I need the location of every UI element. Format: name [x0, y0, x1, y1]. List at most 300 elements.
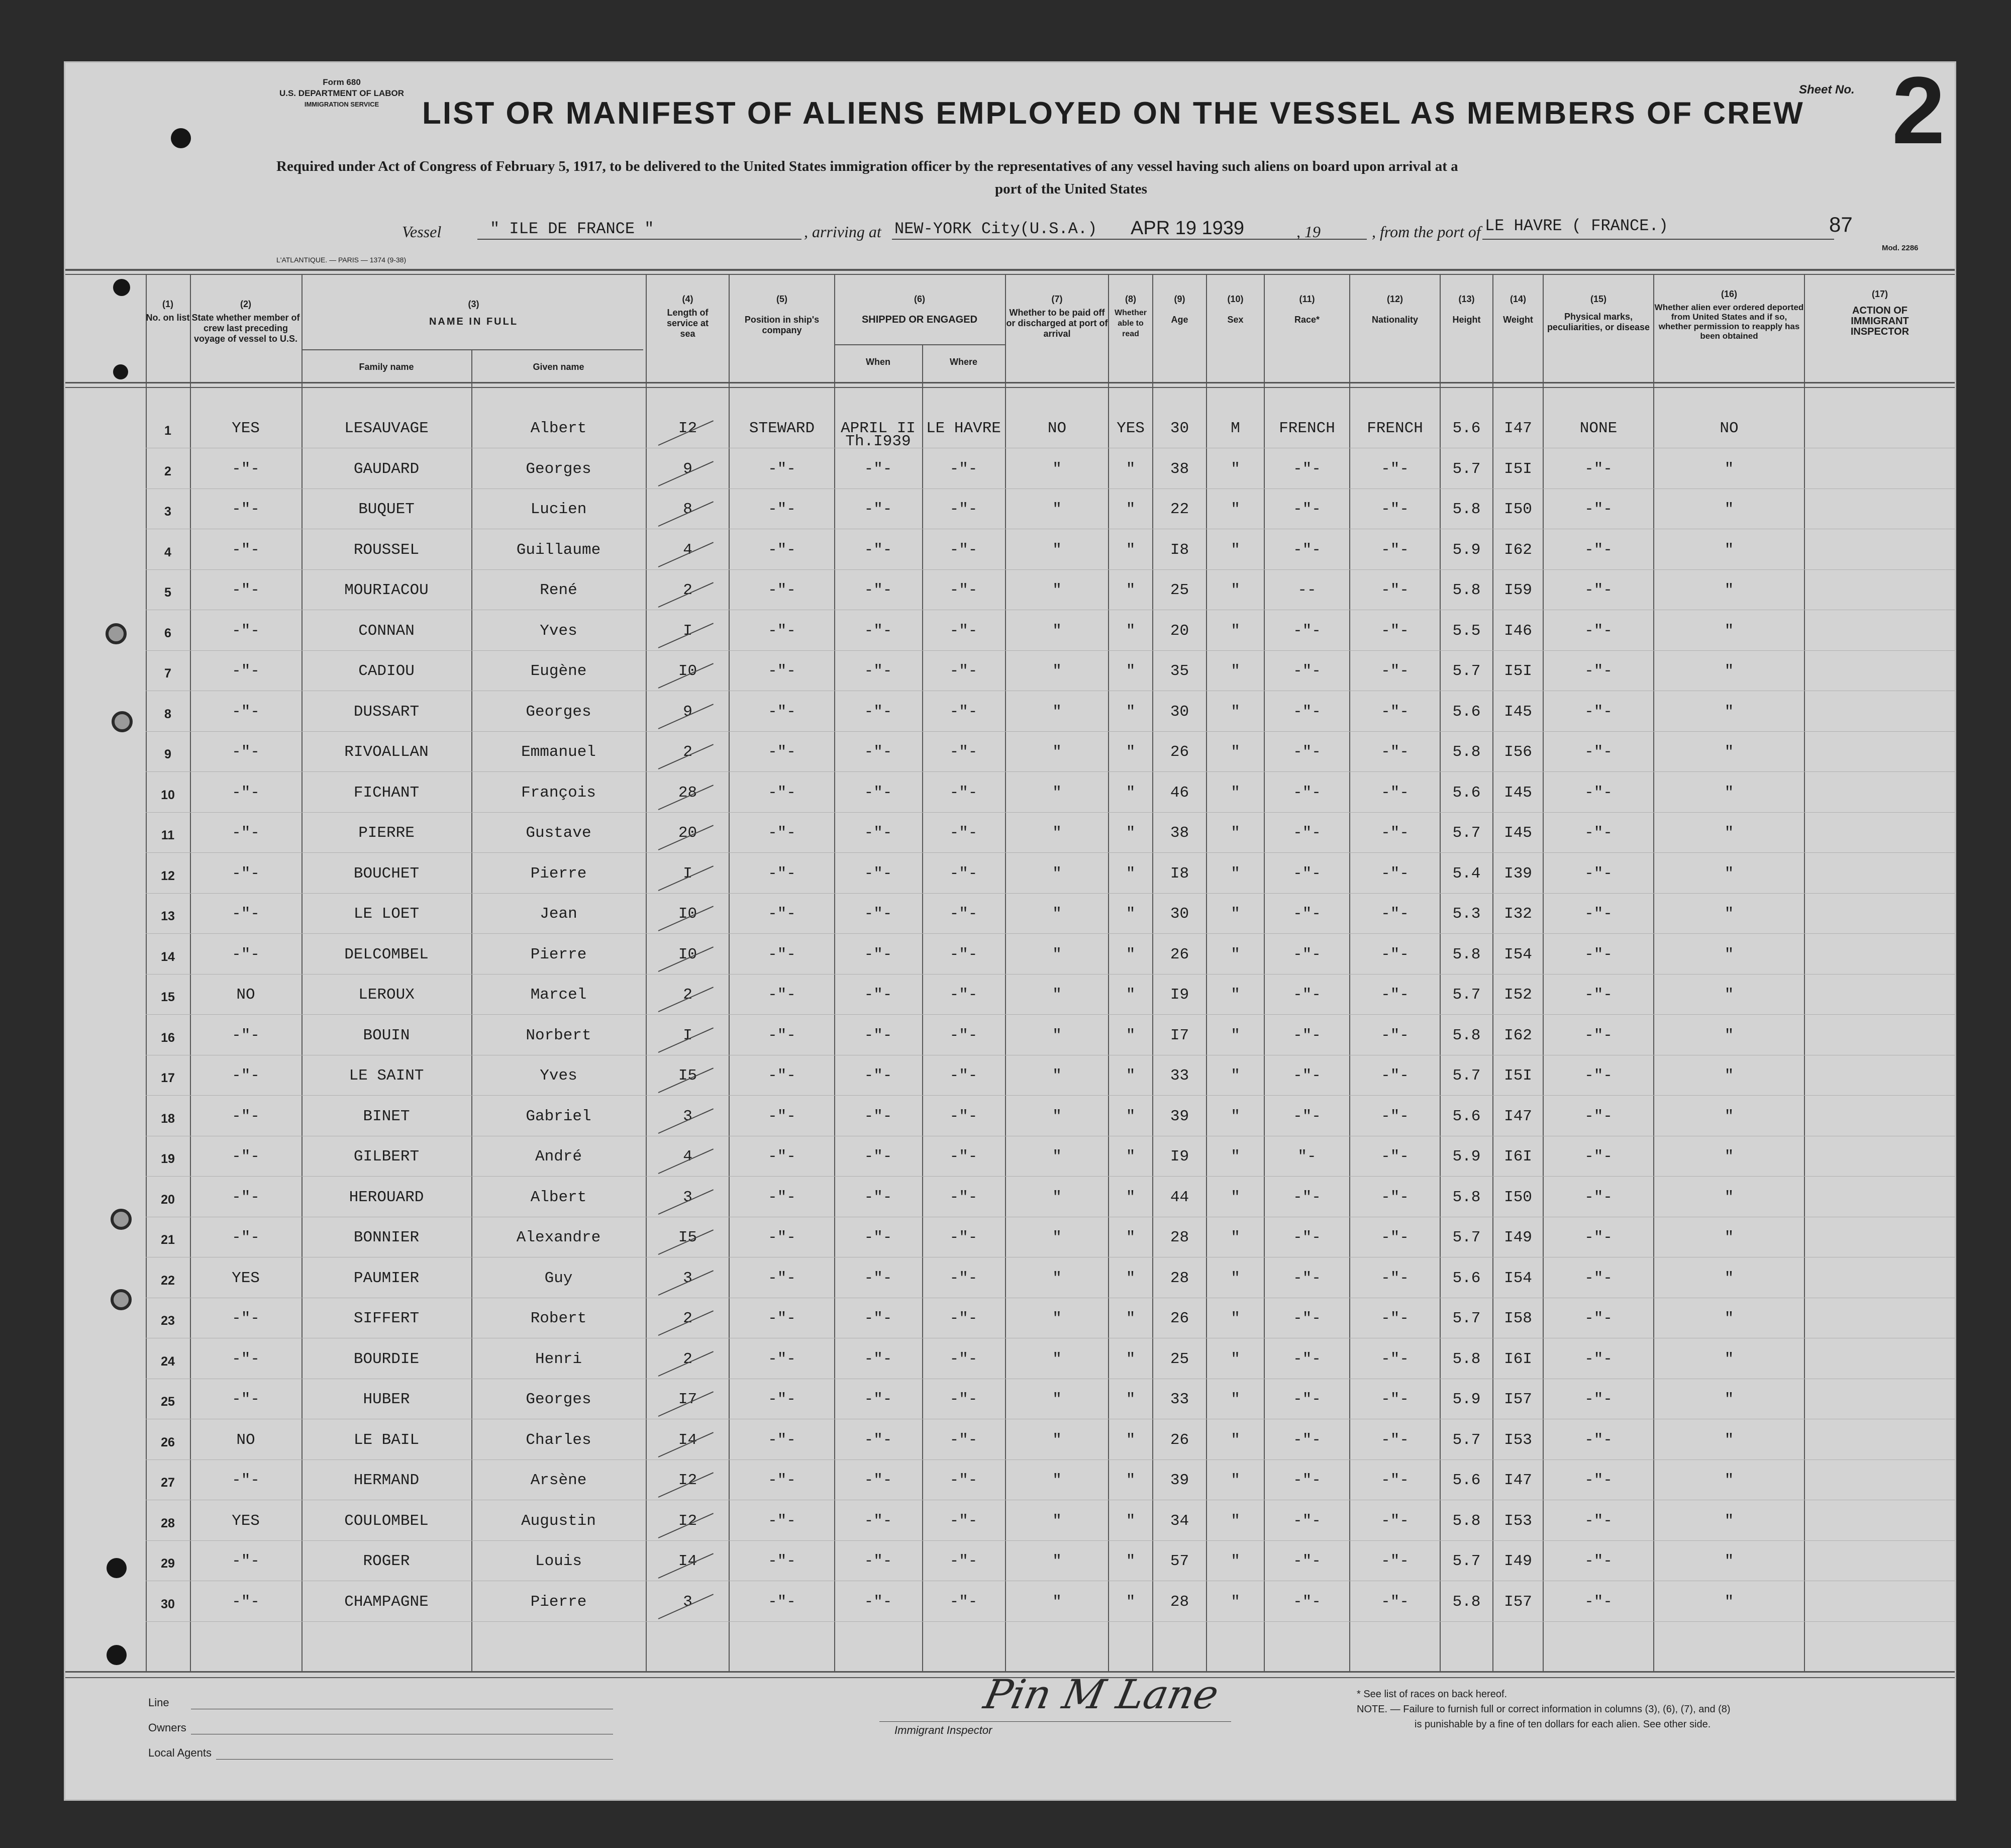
- position-cell: STEWARD: [749, 420, 815, 437]
- nationality-cell: -"-: [1381, 824, 1409, 842]
- given-name-cell: Lucien: [530, 501, 587, 518]
- row-number: 19: [161, 1152, 175, 1166]
- given-name-cell: Pierre: [530, 864, 587, 883]
- nationality-cell: -"-: [1381, 541, 1409, 559]
- form-identifier: [271, 77, 412, 110]
- sex-cell: ": [1231, 1026, 1240, 1044]
- deported-cell: ": [1724, 1552, 1734, 1570]
- age-cell: 35: [1170, 662, 1189, 680]
- shipped-when-cell: -"-: [864, 1310, 892, 1327]
- row-number: 13: [161, 909, 175, 923]
- physical-marks-cell: -"-: [1584, 541, 1613, 559]
- family-name-cell: DUSSART: [353, 703, 420, 721]
- age-cell: 30: [1170, 420, 1189, 437]
- age-cell: 33: [1170, 1391, 1189, 1408]
- paid-off-cell: ": [1052, 501, 1062, 518]
- family-name-cell: SIFFERT: [353, 1310, 420, 1327]
- shipped-when-cell: -"-: [864, 945, 892, 963]
- physical-marks-cell: -"-: [1584, 1431, 1613, 1449]
- crew-status-cell: -"-: [232, 1067, 260, 1085]
- shipped-where-cell: -"-: [949, 1593, 978, 1611]
- weight-cell: I56: [1504, 743, 1532, 761]
- family-name-cell: LESAUVAGE: [344, 420, 429, 437]
- service-length-cell: 2: [683, 1350, 692, 1368]
- nationality-cell: -"-: [1381, 460, 1409, 478]
- col-header-age: (9) Age: [1171, 294, 1188, 325]
- row-rule: [146, 1621, 1955, 1622]
- nationality-cell: -"-: [1381, 1067, 1409, 1085]
- weight-cell: I50: [1504, 501, 1532, 518]
- crew-status-cell: -"-: [232, 945, 260, 963]
- age-cell: 26: [1170, 743, 1189, 761]
- deported-cell: ": [1724, 581, 1734, 599]
- age-cell: 33: [1170, 1067, 1189, 1085]
- printer-line: L'ATLANTIQUE. — PARIS — 1374 (9-38): [276, 256, 407, 264]
- owners-label: Owners: [148, 1721, 186, 1734]
- deported-cell: ": [1724, 1593, 1734, 1611]
- paid-off-cell: ": [1052, 1431, 1062, 1449]
- deported-cell: ": [1724, 1188, 1734, 1206]
- race-cell: -"-: [1293, 986, 1321, 1004]
- service-length-cell: I2: [678, 1472, 697, 1489]
- position-cell: -"-: [768, 1269, 796, 1287]
- paid-off-cell: ": [1052, 743, 1062, 761]
- given-name-cell: Norbert: [526, 1026, 591, 1044]
- physical-marks-cell: -"-: [1584, 501, 1613, 518]
- row-number: 17: [161, 1071, 175, 1085]
- service-length-cell: I2: [678, 420, 697, 437]
- race-cell: -"-: [1293, 743, 1321, 761]
- weight-cell: I47: [1504, 420, 1532, 437]
- height-cell: 5.6: [1452, 1269, 1481, 1287]
- paid-off-cell: ": [1052, 1512, 1062, 1530]
- shipped-when-cell: -"-: [864, 864, 892, 883]
- punch-hole: [111, 1209, 132, 1230]
- col-header-given-name: Given name: [533, 362, 584, 372]
- deported-cell: ": [1724, 743, 1734, 761]
- row-rule: [146, 812, 1955, 813]
- weight-cell: I62: [1504, 541, 1532, 559]
- age-cell: 28: [1170, 1269, 1189, 1287]
- crew-status-cell: YES: [232, 420, 260, 437]
- column-rule: [190, 274, 191, 1671]
- paid-off-cell: ": [1052, 824, 1062, 842]
- physical-marks-cell: -"-: [1584, 945, 1613, 963]
- age-cell: 25: [1170, 1350, 1189, 1368]
- punch-hole: [111, 1289, 132, 1310]
- crew-status-cell: YES: [232, 1512, 260, 1530]
- arriving-underline: [892, 239, 1143, 240]
- agents-underline: [216, 1759, 613, 1760]
- shipped-where-cell: -"-: [949, 743, 978, 761]
- nationality-cell: -"-: [1381, 986, 1409, 1004]
- position-cell: -"-: [768, 1148, 796, 1165]
- sex-cell: ": [1231, 1391, 1240, 1408]
- service-length-cell: 3: [683, 1188, 692, 1206]
- subtitle-line2: port of the United States: [995, 181, 1147, 197]
- nationality-cell: -"-: [1381, 1269, 1409, 1287]
- service-length-cell: I: [683, 1026, 692, 1044]
- nationality-cell: -"-: [1381, 1107, 1409, 1125]
- given-name-cell: Eugène: [530, 662, 587, 680]
- able-to-read-cell: ": [1126, 1148, 1136, 1165]
- given-name-cell: François: [521, 784, 596, 802]
- paid-off-cell: ": [1052, 1188, 1062, 1206]
- sex-cell: ": [1231, 622, 1240, 640]
- line-label: Line: [148, 1696, 169, 1709]
- weight-cell: I59: [1504, 581, 1532, 599]
- service-length-cell: I4: [678, 1552, 697, 1570]
- race-cell: -"-: [1293, 1552, 1321, 1570]
- crew-status-cell: -"-: [232, 1026, 260, 1044]
- shipped-where-cell: -"-: [949, 1229, 978, 1246]
- physical-marks-cell: NONE: [1579, 420, 1618, 437]
- paid-off-cell: NO: [1047, 420, 1067, 437]
- deported-cell: ": [1724, 1026, 1734, 1044]
- row-number: 22: [161, 1273, 175, 1288]
- family-name-cell: LE LOET: [353, 905, 420, 923]
- crew-status-cell: NO: [236, 986, 255, 1004]
- name-subheader-rule: [301, 349, 643, 350]
- paid-off-cell: ": [1052, 662, 1062, 680]
- col-header-shipped: (6) SHIPPED OR ENGAGED: [861, 294, 978, 325]
- family-name-cell: BINET: [363, 1107, 410, 1125]
- physical-marks-cell: -"-: [1584, 1472, 1613, 1489]
- given-name-cell: Guillaume: [516, 541, 601, 559]
- height-cell: 5.8: [1452, 945, 1481, 963]
- crew-status-cell: -"-: [232, 501, 260, 518]
- given-name-cell: Henri: [535, 1350, 582, 1368]
- column-rule: [1492, 274, 1493, 1671]
- service-length-cell: 3: [683, 1593, 692, 1611]
- service-length-cell: I: [683, 864, 692, 883]
- given-name-cell: Louis: [535, 1552, 582, 1570]
- col-header-marks: (15) Physical marks, peculiarities, or disease: [1547, 294, 1650, 332]
- sex-cell: ": [1231, 986, 1240, 1004]
- sex-cell: ": [1231, 1269, 1240, 1287]
- inspector-underline: [879, 1721, 1231, 1722]
- row-number: 16: [161, 1030, 175, 1045]
- sex-cell: ": [1231, 1310, 1240, 1327]
- given-name-cell: René: [540, 581, 577, 599]
- given-name-cell: Augustin: [521, 1512, 596, 1530]
- physical-marks-cell: -"-: [1584, 986, 1613, 1004]
- deported-cell: ": [1724, 905, 1734, 923]
- row-rule: [146, 569, 1955, 570]
- race-cell: -"-: [1293, 1229, 1321, 1246]
- age-cell: 30: [1170, 703, 1189, 721]
- family-name-cell: FICHANT: [353, 784, 420, 802]
- position-cell: -"-: [768, 622, 796, 640]
- physical-marks-cell: -"-: [1584, 622, 1613, 640]
- position-cell: -"-: [768, 460, 796, 478]
- paid-off-cell: ": [1052, 1552, 1062, 1570]
- age-cell: 34: [1170, 1512, 1189, 1530]
- able-to-read-cell: ": [1126, 1391, 1136, 1408]
- race-cell: -"-: [1293, 1593, 1321, 1611]
- sex-cell: ": [1231, 945, 1240, 963]
- nationality-cell: -"-: [1381, 1148, 1409, 1165]
- weight-cell: I53: [1504, 1431, 1532, 1449]
- deported-cell: ": [1724, 1472, 1734, 1489]
- col-header-crew: (2) State whether member of crew last preceding voyage of vessel to U.S.: [191, 299, 300, 344]
- service-length-cell: I0: [678, 905, 697, 923]
- height-cell: 5.3: [1452, 905, 1481, 923]
- sex-cell: M: [1231, 420, 1240, 437]
- shipped-when-cell: -"-: [864, 1229, 892, 1246]
- race-cell: -"-: [1293, 824, 1321, 842]
- service-length-cell: 2: [683, 581, 692, 599]
- service-length-cell: 28: [678, 784, 697, 802]
- physical-marks-cell: -"-: [1584, 743, 1613, 761]
- row-number: 4: [164, 545, 171, 559]
- paid-off-cell: ": [1052, 1310, 1062, 1327]
- nationality-cell: -"-: [1381, 1229, 1409, 1246]
- age-cell: 38: [1170, 460, 1189, 478]
- row-number: 26: [161, 1435, 175, 1449]
- sex-cell: ": [1231, 1552, 1240, 1570]
- family-name-cell: LE BAIL: [353, 1431, 420, 1449]
- row-number: 10: [161, 788, 175, 802]
- sex-cell: ": [1231, 1229, 1240, 1246]
- able-to-read-cell: ": [1126, 541, 1136, 559]
- crew-status-cell: -"-: [232, 460, 260, 478]
- sex-cell: ": [1231, 1431, 1240, 1449]
- crew-status-cell: -"-: [232, 1350, 260, 1368]
- given-name-cell: Arsène: [530, 1472, 587, 1489]
- height-cell: 5.8: [1452, 1512, 1481, 1530]
- weight-cell: I47: [1504, 1107, 1532, 1125]
- race-cell: -"-: [1293, 1188, 1321, 1206]
- col-header-no: (1) No. on list: [146, 299, 190, 323]
- height-cell: 5.8: [1452, 743, 1481, 761]
- paid-off-cell: ": [1052, 1350, 1062, 1368]
- punch-hole: [106, 623, 127, 644]
- given-name-cell: Emmanuel: [521, 743, 596, 761]
- nationality-cell: -"-: [1381, 743, 1409, 761]
- col-header-position: (5) Position in ship's company: [744, 294, 820, 335]
- family-name-cell: LEROUX: [358, 986, 415, 1004]
- race-cell: -"-: [1293, 1472, 1321, 1489]
- weight-cell: I45: [1504, 784, 1532, 802]
- race-cell: -"-: [1293, 784, 1321, 802]
- row-rule: [146, 1176, 1955, 1177]
- able-to-read-cell: ": [1126, 1269, 1136, 1287]
- deported-cell: ": [1724, 1148, 1734, 1165]
- crew-status-cell: -"-: [232, 1472, 260, 1489]
- weight-cell: I32: [1504, 905, 1532, 923]
- race-cell: -"-: [1293, 905, 1321, 923]
- given-name-cell: Alexandre: [516, 1229, 601, 1246]
- age-cell: 26: [1170, 1310, 1189, 1327]
- header-bottom-border-2: [65, 387, 1955, 388]
- race-note: * See list of races on back hereof.: [1357, 1689, 1507, 1700]
- position-cell: -"-: [768, 743, 796, 761]
- shipped-when-cell: -"-: [864, 1148, 892, 1165]
- sheet-number: 2: [1892, 57, 1945, 164]
- deported-cell: ": [1724, 460, 1734, 478]
- height-cell: 5.5: [1452, 622, 1481, 640]
- weight-cell: I49: [1504, 1229, 1532, 1246]
- shipped-when-cell: -"-: [864, 986, 892, 1004]
- shipped-where-cell: -"-: [949, 622, 978, 640]
- shipped-when-cell: -"-: [864, 541, 892, 559]
- weight-cell: I45: [1504, 703, 1532, 721]
- race-cell: -"-: [1293, 541, 1321, 559]
- given-name-cell: Yves: [540, 622, 577, 640]
- row-number: 21: [161, 1233, 175, 1247]
- race-cell: -"-: [1293, 1350, 1321, 1368]
- col-header-family-name: Family name: [359, 362, 414, 372]
- deported-cell: ": [1724, 1431, 1734, 1449]
- shipped-when-cell: -"-: [864, 501, 892, 518]
- weight-cell: I49: [1504, 1552, 1532, 1570]
- service-length-cell: 4: [683, 541, 692, 559]
- crew-status-cell: -"-: [232, 1148, 260, 1165]
- punch-hole: [107, 1645, 127, 1665]
- deported-cell: ": [1724, 1229, 1734, 1246]
- row-number: 5: [164, 586, 171, 600]
- manifest-sheet: [65, 57, 1955, 1799]
- given-name-cell: Pierre: [530, 945, 587, 963]
- able-to-read-cell: ": [1126, 986, 1136, 1004]
- crew-status-cell: -"-: [232, 1391, 260, 1408]
- position-cell: -"-: [768, 945, 796, 963]
- nationality-cell: FRENCH: [1367, 420, 1423, 437]
- shipped-where-cell: -"-: [949, 1310, 978, 1327]
- height-cell: 5.7: [1452, 1431, 1481, 1449]
- shipped-when-cell: -"-: [864, 1269, 892, 1287]
- shipped-when-cell: -"-: [864, 905, 892, 923]
- row-number: 24: [161, 1354, 175, 1369]
- sex-cell: ": [1231, 743, 1240, 761]
- age-cell: I9: [1170, 986, 1189, 1004]
- age-cell: 38: [1170, 824, 1189, 842]
- weight-cell: I57: [1504, 1391, 1532, 1408]
- row-rule: [146, 771, 1955, 772]
- shipped-where-cell: -"-: [949, 1431, 978, 1449]
- age-cell: I7: [1170, 1026, 1189, 1044]
- deported-cell: ": [1724, 986, 1734, 1004]
- sex-cell: ": [1231, 1188, 1240, 1206]
- physical-marks-cell: -"-: [1584, 864, 1613, 883]
- crew-status-cell: -"-: [232, 1552, 260, 1570]
- year-suffix: , 19: [1296, 223, 1321, 241]
- weight-cell: I58: [1504, 1310, 1532, 1327]
- paid-off-cell: ": [1052, 1391, 1062, 1408]
- weight-cell: I6I: [1504, 1350, 1532, 1368]
- family-name-cell: CADIOU: [358, 662, 415, 680]
- family-name-cell: HERMAND: [353, 1472, 420, 1489]
- height-cell: 5.7: [1452, 662, 1481, 680]
- position-cell: -"-: [768, 905, 796, 923]
- shipped-where-cell: LE HAVRE: [926, 420, 1001, 437]
- note-label: NOTE. —: [1357, 1704, 1400, 1715]
- family-name-cell: CONNAN: [358, 622, 415, 640]
- deported-cell: ": [1724, 1512, 1734, 1530]
- sex-cell: ": [1231, 1148, 1240, 1165]
- sheet-label: Sheet No.: [1799, 83, 1855, 96]
- row-number: 15: [161, 990, 175, 1004]
- service-length-cell: 2: [683, 1310, 692, 1327]
- column-rule: [146, 274, 147, 1671]
- weight-cell: I54: [1504, 1269, 1532, 1287]
- shipped-when-cell: -"-: [864, 1552, 892, 1570]
- able-to-read-cell: ": [1126, 622, 1136, 640]
- deported-cell: ": [1724, 945, 1734, 963]
- height-cell: 5.8: [1452, 1188, 1481, 1206]
- able-to-read-cell: ": [1126, 905, 1136, 923]
- service-length-cell: I: [683, 622, 692, 640]
- family-name-cell: HEROUARD: [349, 1188, 424, 1206]
- position-cell: -"-: [768, 1229, 796, 1246]
- header-bottom-border: [65, 382, 1955, 383]
- sex-cell: ": [1231, 905, 1240, 923]
- age-cell: I9: [1170, 1148, 1189, 1165]
- sex-cell: ": [1231, 864, 1240, 883]
- column-rule: [1264, 274, 1265, 1671]
- physical-marks-cell: -"-: [1584, 824, 1613, 842]
- crew-status-cell: -"-: [232, 703, 260, 721]
- sex-cell: ": [1231, 501, 1240, 518]
- shipped-where-cell: -"-: [949, 1350, 978, 1368]
- height-cell: 5.7: [1452, 1310, 1481, 1327]
- given-name-cell: Georges: [526, 460, 591, 478]
- service-length-cell: I2: [678, 1512, 697, 1530]
- sex-cell: ": [1231, 1472, 1240, 1489]
- row-number: 23: [161, 1314, 175, 1328]
- shipped-where-cell: -"-: [949, 460, 978, 478]
- col-header-race: (11) Race*: [1294, 294, 1320, 325]
- shipped-where-cell: -"-: [949, 1026, 978, 1044]
- position-cell: -"-: [768, 1107, 796, 1125]
- table-top-border-2: [65, 274, 1955, 275]
- col-header-where: Where: [949, 357, 977, 367]
- height-cell: 5.6: [1452, 784, 1481, 802]
- height-cell: 5.7: [1452, 824, 1481, 842]
- position-cell: -"-: [768, 784, 796, 802]
- family-name-cell: BOUCHET: [353, 864, 420, 883]
- paid-off-cell: ": [1052, 541, 1062, 559]
- row-number: 25: [161, 1395, 175, 1409]
- paid-off-cell: ": [1052, 784, 1062, 802]
- row-rule: [146, 1095, 1955, 1096]
- family-name-cell: BUQUET: [358, 501, 415, 518]
- row-rule: [146, 933, 1955, 934]
- column-rule: [1543, 274, 1544, 1671]
- height-cell: 5.7: [1452, 460, 1481, 478]
- position-cell: -"-: [768, 662, 796, 680]
- date-underline: [1126, 239, 1367, 240]
- shipped-when-cell: -"-: [864, 824, 892, 842]
- note-text: Failure to furnish full or correct information in columns (3), (6), (7), and (8): [1403, 1704, 1731, 1715]
- age-cell: 57: [1170, 1552, 1189, 1570]
- shipped-when-cell: -"-: [864, 662, 892, 680]
- col-header-sex: (10) Sex: [1227, 294, 1244, 325]
- age-cell: 26: [1170, 945, 1189, 963]
- weight-cell: I39: [1504, 864, 1532, 883]
- paid-off-cell: ": [1052, 1269, 1062, 1287]
- physical-marks-cell: -"-: [1584, 1026, 1613, 1044]
- position-cell: -"-: [768, 1472, 796, 1489]
- able-to-read-cell: ": [1126, 864, 1136, 883]
- service-length-cell: 9: [683, 703, 692, 721]
- paid-off-cell: ": [1052, 581, 1062, 599]
- able-to-read-cell: ": [1126, 662, 1136, 680]
- able-to-read-cell: YES: [1117, 420, 1145, 437]
- row-number: 3: [164, 505, 171, 519]
- col-header-when: When: [866, 357, 890, 367]
